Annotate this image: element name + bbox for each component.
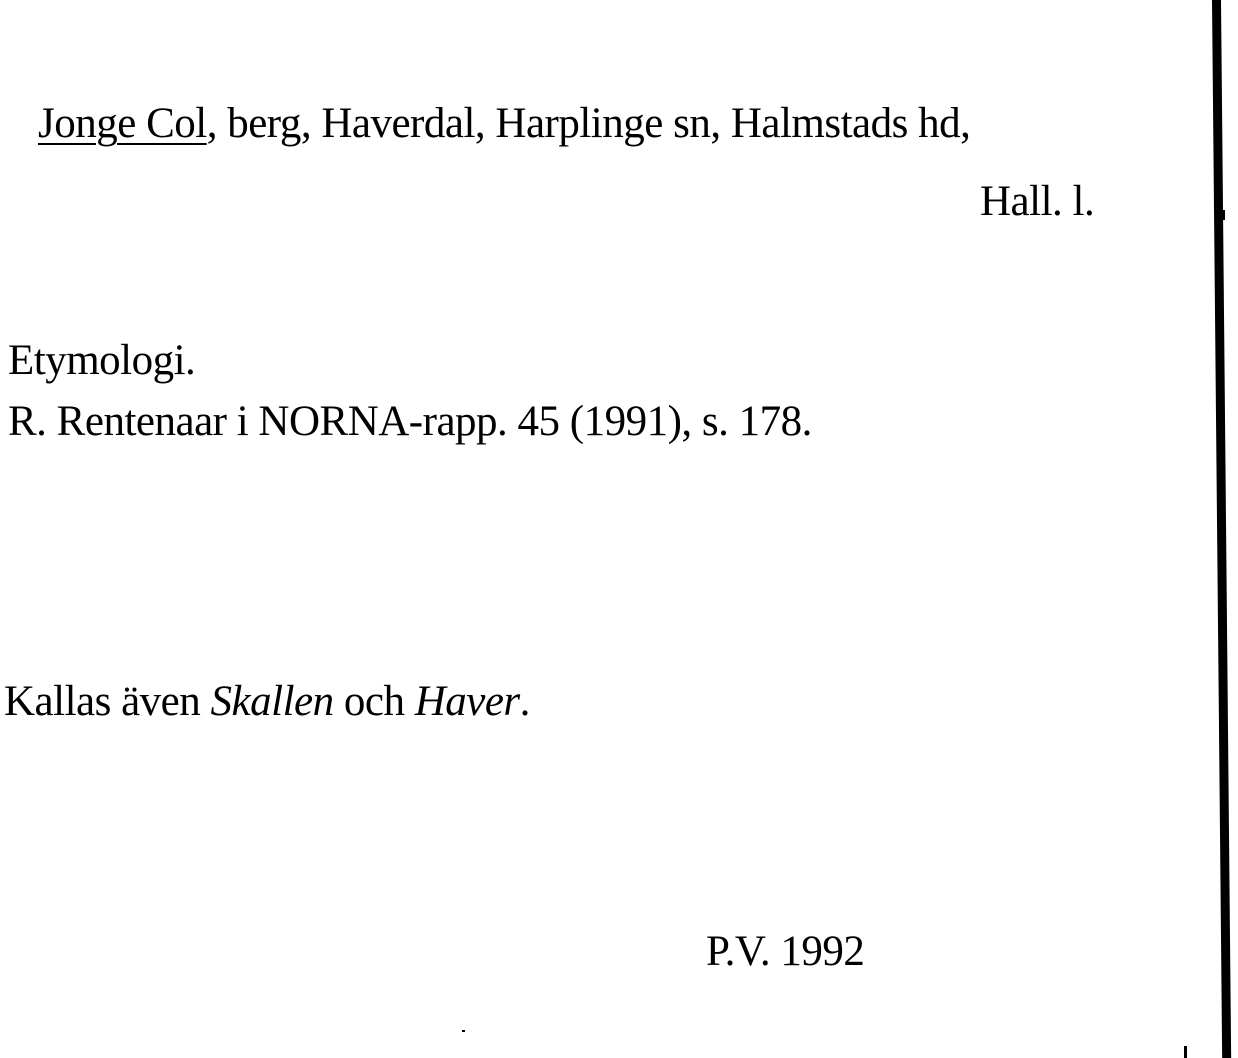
alternate-name: Skallen: [210, 678, 334, 725]
alternate-name: Haver: [414, 678, 520, 725]
signature: P.V. 1992: [706, 928, 865, 975]
scan-speck: [1184, 1046, 1187, 1058]
scan-speck: [1221, 470, 1224, 480]
entry-title-line: [38, 102, 970, 145]
card-edge-rule: [1212, 0, 1231, 1058]
alternate-names-connector: och: [333, 678, 415, 725]
section-heading: Etymologi.: [8, 337, 196, 384]
alternate-names-line: [4, 680, 530, 723]
headword: Jonge Col: [38, 100, 207, 147]
scan-speck: [462, 1030, 465, 1032]
alternate-names-suffix: .: [519, 678, 530, 725]
alternate-names-prefix: Kallas även: [4, 678, 211, 725]
scan-speck: [1222, 210, 1225, 220]
reference-text: R. Rentenaar i NORNA-rapp. 45 (1991), s. 178.: [8, 398, 812, 445]
province-text: Hall. l.: [980, 178, 1095, 225]
location-text: , berg, Haverdal, Harplinge sn, Halmstads hd,: [206, 100, 971, 147]
